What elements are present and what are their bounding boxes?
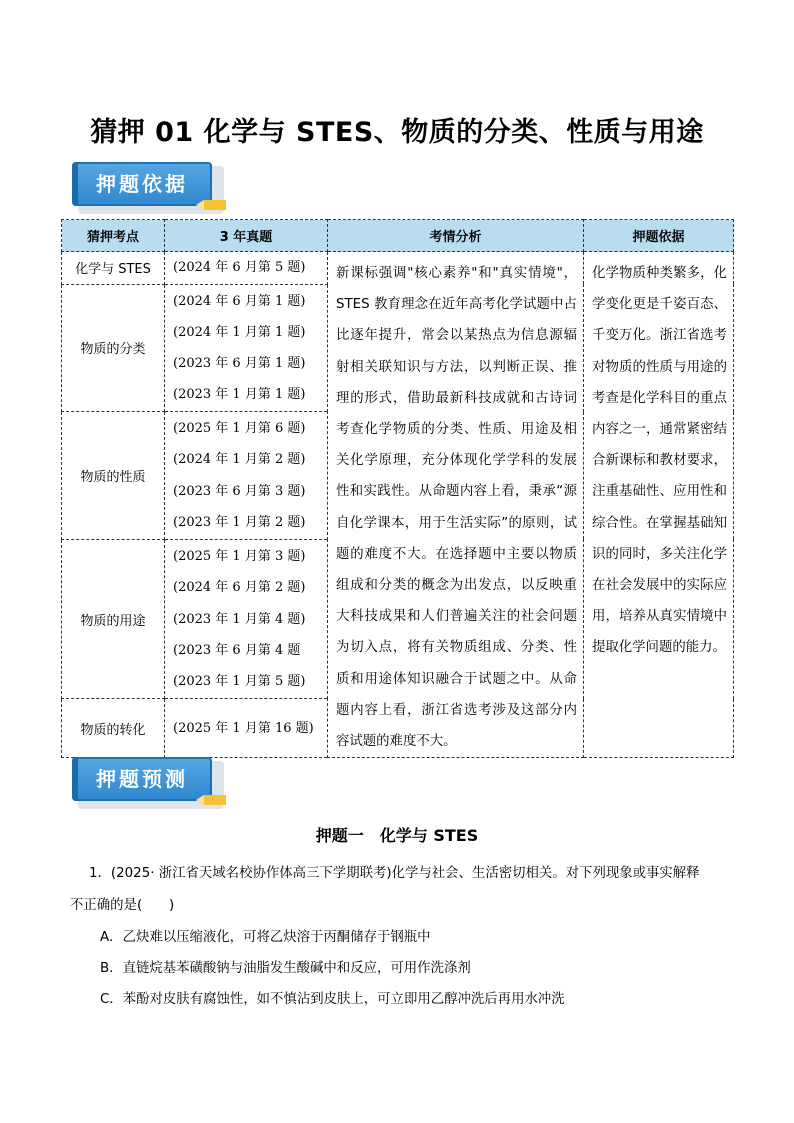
exam-item: (2024 年 1 月第 1 题) (173, 324, 306, 340)
exam-cell (165, 284, 328, 412)
option-c: C．苯酚对皮肤有腐蚀性，如不慎沾到皮肤上，可立即用乙醇冲洗后再用水冲洗 (100, 992, 565, 1007)
basis-cell: 化学物质种类繁多，化学变化更是千姿百态、千变万化。浙江省选考对物质的性质与用途的考查是化学科目的重点内容之一，通常紧密结合新课标和教材要求，注重基础性、应用性和综合性。在掌握基础知识的同时，多关注化学在社会发展中的实际应用，培养从真实情境中提取化学问题的能力。 (584, 252, 734, 758)
exam-item: (2023 年 1 月第 5 题) (173, 673, 306, 689)
section-banner-basis (72, 162, 222, 214)
exam-item: (2025 年 1 月第 6 题) (173, 421, 306, 437)
question-stem-continued: 不正确的是( ) (70, 898, 175, 913)
exam-analysis-table (61, 219, 734, 758)
topic-cell: 化学与 STES (62, 252, 165, 285)
exam-item: (2025 年 1 月第 16 题) (173, 720, 314, 736)
section-title: 押题一 化学与 STES (315, 826, 479, 845)
exam-cell (165, 539, 328, 698)
table-header-row (62, 220, 734, 252)
topic-cell: 物质的分类 (62, 284, 165, 412)
exam-item: (2024 年 6 月第 2 题) (173, 580, 306, 596)
exam-item: (2024 年 1 月第 2 题) (173, 452, 306, 468)
banner-label: 押题预测 (96, 767, 188, 791)
exam-item: (2023 年 1 月第 2 题) (173, 514, 306, 530)
pencil-icon (196, 200, 226, 210)
pencil-icon (196, 795, 226, 805)
option-b: B．直链烷基苯磺酸钠与油脂发生酸碱中和反应，可用作洗涤剂 (100, 961, 471, 976)
exam-cell (165, 699, 328, 758)
exam-item: (2023 年 1 月第 1 题) (173, 387, 306, 403)
exam-cell (165, 252, 328, 285)
header-exams: 3 年真题 (165, 220, 328, 252)
topic-cell: 物质的用途 (62, 539, 165, 698)
topic-cell: 物质的性质 (62, 412, 165, 540)
analysis-cell: 新课标强调"核心素养"和"真实情境"，STES 教育理念在近年高考化学试题中占比逐年提升，常会以某热点为信息源辐射相关联知识与方法，以判断正误、推理的形式，借助最新科技成就和古诗词考查化学物质的分类、性质、用途及相关化学原理，充分体现化学学科的发展性和实践性。从命题内容上看，秉承“源自化学课本，用于生活实际”的原则，试题的难度不大。在选择题中主要以物质组成和分类的概念为出发点，以反映重大科技成果和人们普遍关注的社会问题为切入点，将有关物质组成、分类、性质和用途体知识融合于试题之中。从命题内容上看，浙江省选考涉及这部分内容试题的难度不大。 (328, 252, 584, 758)
header-analysis: 考情分析 (328, 220, 584, 252)
page-title: 猜押 01 化学与 STES、物质的分类、性质与用途 (90, 117, 704, 148)
exam-item: (2024 年 6 月第 1 题) (173, 293, 306, 309)
exam-item: (2023 年 6 月第 1 题) (173, 355, 306, 371)
section-banner-predict (72, 757, 222, 809)
exam-item: (2025 年 1 月第 3 题) (173, 549, 306, 565)
exam-cell (165, 412, 328, 540)
option-a: A．乙炔难以压缩液化，可将乙炔溶于丙酮储存于钢瓶中 (100, 930, 431, 945)
header-basis: 押题依据 (584, 220, 734, 252)
header-topic: 猜押考点 (62, 220, 165, 252)
exam-item: (2023 年 1 月第 4 题) (173, 611, 306, 627)
table-row (62, 252, 734, 285)
exam-item: (2023 年 6 月第 3 题) (173, 483, 306, 499)
exam-item: (2024 年 6 月第 5 题) (173, 260, 306, 276)
exam-item: (2023 年 6 月第 4 题 (173, 642, 301, 658)
banner-label: 押题依据 (96, 172, 188, 196)
topic-cell: 物质的转化 (62, 699, 165, 758)
question-stem: 1．(2025· 浙江省天域名校协作体高三下学期联考)化学与社会、生活密切相关。对下列现象或事实解释 (89, 866, 700, 881)
